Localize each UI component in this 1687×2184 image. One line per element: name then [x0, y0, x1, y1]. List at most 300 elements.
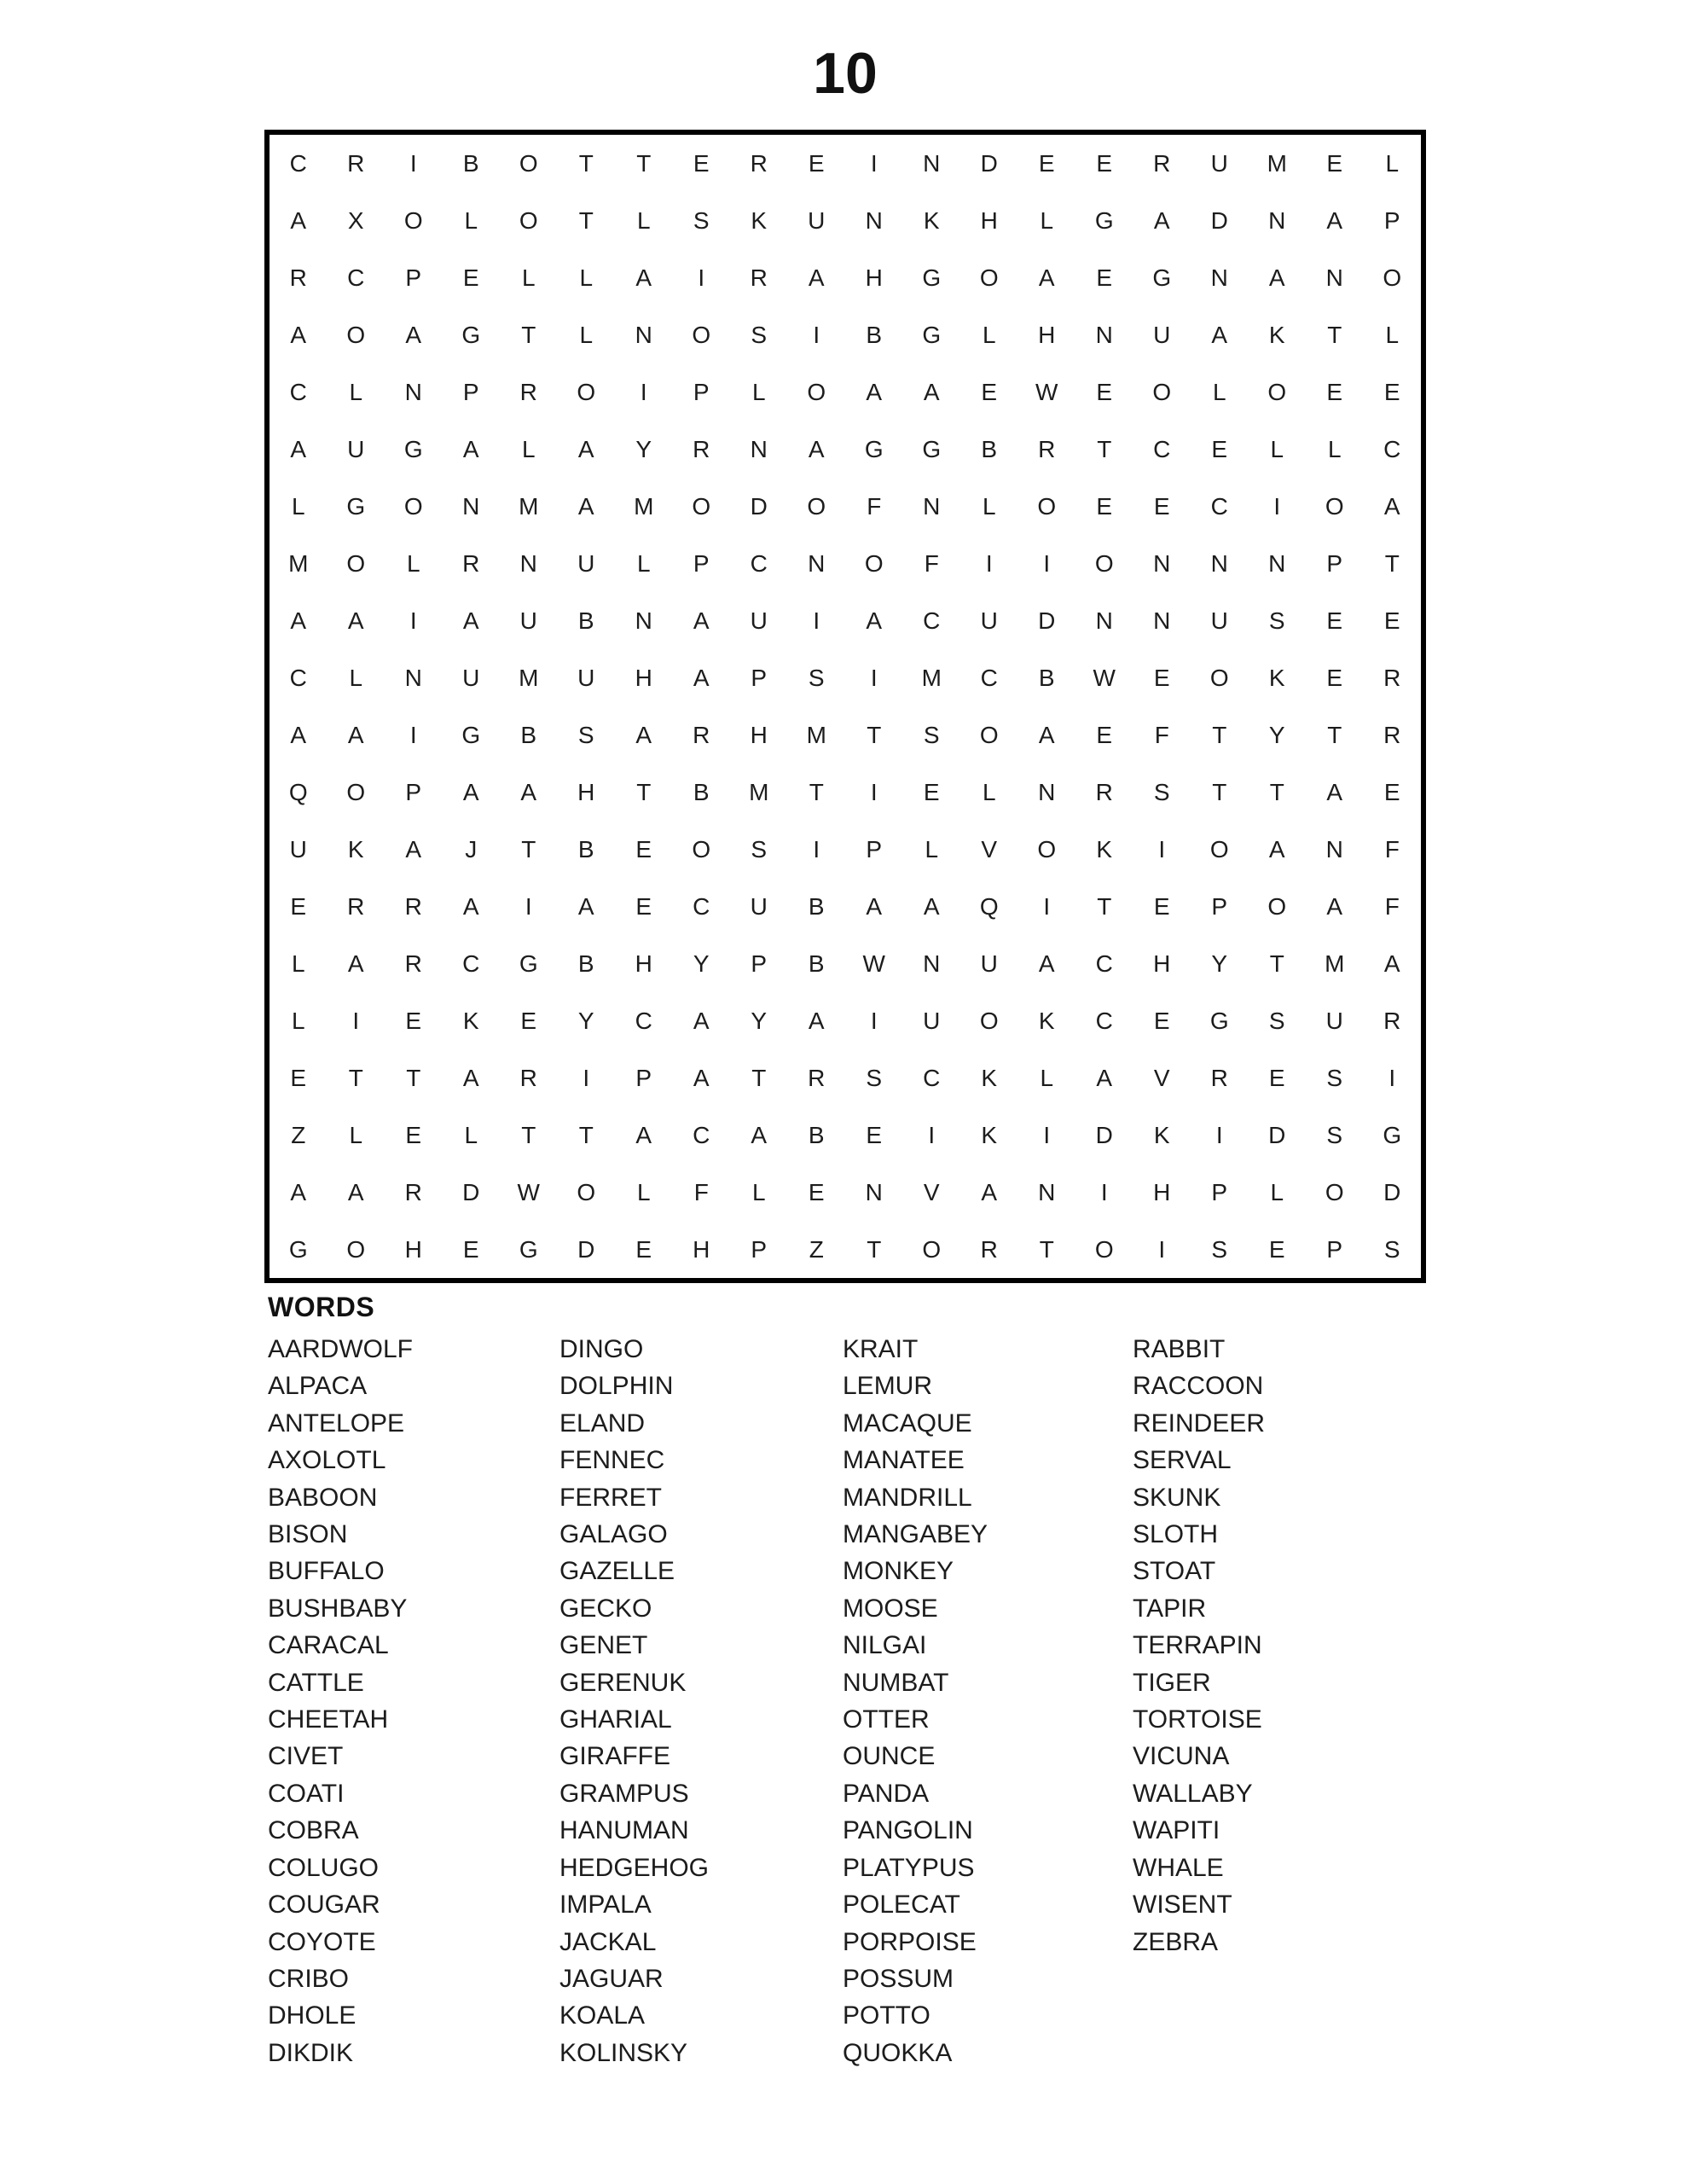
grid-letter: E [462, 264, 479, 291]
grid-letter: G [1152, 264, 1172, 291]
grid-letter: R [404, 892, 422, 920]
grid-letter: E [981, 378, 998, 405]
grid-letter: C [1210, 492, 1228, 520]
grid-letter: I [352, 1007, 360, 1034]
grid-letter: D [1210, 206, 1228, 234]
grid-letter: A [462, 607, 479, 634]
word-item: MANDRILL [843, 1483, 972, 1512]
grid-letter: U [750, 607, 768, 634]
grid-letter: E [1211, 435, 1228, 462]
word-item: GALAGO [559, 1520, 668, 1549]
grid-letter: O [979, 264, 999, 291]
grid-letter: O [519, 149, 538, 177]
word-item: MANATEE [843, 1446, 965, 1475]
grid-letter: C [289, 149, 307, 177]
grid-letter: U [577, 664, 595, 691]
grid-letter: A [1096, 1064, 1113, 1091]
grid-letter: I [698, 264, 705, 291]
word-item: TORTOISE [1133, 1705, 1262, 1734]
word-column [843, 1331, 988, 2071]
grid-letter: O [979, 721, 999, 748]
grid-letter: O [1209, 835, 1229, 863]
grid-letter: T [636, 778, 652, 805]
word-item: QUOKKA [843, 2038, 953, 2067]
grid-letter: N [1095, 607, 1113, 634]
grid-letter: N [404, 664, 422, 691]
grid-letter: S [923, 721, 940, 748]
word-item: SLOTH [1133, 1520, 1219, 1549]
grid-letter: C [693, 892, 710, 920]
grid-letter: T [521, 835, 536, 863]
word-item: BUSHBABY [268, 1594, 408, 1623]
grid-letter: R [1095, 778, 1113, 805]
grid-letter: R [808, 1064, 826, 1091]
word-item: GECKO [559, 1594, 652, 1623]
grid-letter: S [1326, 1121, 1343, 1148]
word-item: OUNCE [843, 1742, 936, 1771]
grid-letter: T [751, 1064, 767, 1091]
grid-letter: Q [979, 892, 999, 920]
grid-letter: A [347, 721, 364, 748]
grid-letter: H [577, 778, 595, 805]
grid-letter: T [348, 1064, 363, 1091]
grid-letter: A [290, 435, 307, 462]
grid-letter: H [1153, 950, 1171, 977]
grid-letter: L [291, 950, 305, 977]
grid-letter: R [347, 149, 365, 177]
grid-letter: B [808, 950, 825, 977]
grid-letter: I [409, 149, 417, 177]
grid-letter: I [1043, 1121, 1051, 1148]
grid-letter: A [347, 1178, 364, 1205]
grid-letter: M [1267, 149, 1287, 177]
grid-letter: H [1038, 321, 1056, 348]
word-item: DHOLE [268, 2001, 357, 2030]
grid-letter: P [1211, 892, 1228, 920]
word-item: CARACAL [268, 1631, 389, 1660]
grid-letter: K [1038, 1007, 1055, 1034]
grid-letter: U [1210, 149, 1228, 177]
grid-letter: I [928, 1121, 936, 1148]
grid-letter: G [1094, 206, 1114, 234]
grid-letter: T [1097, 892, 1112, 920]
grid-letter: P [635, 1064, 652, 1091]
grid-letter: M [288, 549, 309, 577]
grid-letter: R [519, 378, 537, 405]
grid-letter: L [349, 1121, 363, 1148]
grid-letter: T [1097, 435, 1112, 462]
grid-letter: N [1153, 607, 1171, 634]
grid-letter: L [982, 321, 996, 348]
grid-letter: A [635, 721, 652, 748]
word-column [559, 1331, 709, 2071]
grid-letter: E [1326, 378, 1343, 405]
grid-letter: D [1268, 1121, 1286, 1148]
grid-letter: D [980, 149, 998, 177]
grid-letter: L [1385, 321, 1400, 348]
grid-letter: E [635, 1235, 652, 1263]
grid-letter: B [462, 149, 479, 177]
grid-letter: F [1384, 892, 1400, 920]
grid-letter: C [923, 1064, 941, 1091]
grid-letter: B [577, 835, 594, 863]
grid-letter: S [1326, 1064, 1343, 1091]
grid-letter: O [346, 1235, 366, 1263]
grid-letter: C [1095, 1007, 1113, 1034]
grid-letter: H [865, 264, 883, 291]
grid-letter: O [979, 1007, 999, 1034]
grid-letter: T [1384, 549, 1400, 577]
grid-letter: I [1158, 1235, 1166, 1263]
grid-letter: U [980, 607, 998, 634]
word-list-title: WORDS [268, 1292, 375, 1322]
grid-letter: T [406, 1064, 421, 1091]
word-item: HEDGEHOG [559, 1853, 710, 1882]
grid-letter: G [519, 950, 538, 977]
grid-letter: F [693, 1178, 709, 1205]
word-item: WHALE [1133, 1853, 1224, 1882]
word-item: MOOSE [843, 1594, 938, 1623]
grid-letter: K [347, 835, 364, 863]
grid-letter: T [521, 321, 536, 348]
grid-letter: E [635, 892, 652, 920]
grid-letter: L [751, 1178, 766, 1205]
grid-letter: Y [751, 1007, 768, 1034]
word-item: GRAMPUS [559, 1779, 689, 1808]
grid-letter: A [693, 1007, 710, 1034]
grid-letter: A [347, 607, 364, 634]
grid-letter: I [1215, 1121, 1223, 1148]
grid-letter: T [867, 1235, 882, 1263]
grid-letter: E [462, 1235, 479, 1263]
word-item: FERRET [559, 1483, 662, 1512]
grid-letter: B [1038, 664, 1055, 691]
grid-letter: S [866, 1064, 883, 1091]
grid-letter: I [870, 664, 878, 691]
grid-letter: U [519, 607, 537, 634]
grid-letter: E [808, 1178, 825, 1205]
grid-letter: P [751, 950, 768, 977]
word-item: WAPITI [1133, 1816, 1220, 1845]
word-item: MANGABEY [843, 1520, 988, 1549]
grid-letter: I [583, 1064, 590, 1091]
grid-letter: U [1153, 321, 1171, 348]
grid-letter: A [1383, 492, 1400, 520]
grid-letter: N [923, 492, 941, 520]
word-item: TIGER [1133, 1668, 1211, 1697]
grid-letter: N [1095, 321, 1113, 348]
word-item: CRIBO [268, 1964, 350, 1993]
grid-letter: A [462, 1064, 479, 1091]
grid-letter: O [577, 1178, 596, 1205]
grid-letter: K [1096, 835, 1113, 863]
grid-letter: I [1043, 892, 1051, 920]
grid-letter: C [1383, 435, 1401, 462]
grid-letter: W [1035, 378, 1058, 405]
grid-letter: P [1211, 1178, 1228, 1205]
grid-letter: U [577, 549, 595, 577]
grid-letter: G [922, 321, 942, 348]
grid-letter: S [808, 664, 825, 691]
word-column [268, 1331, 413, 2071]
grid-letter: K [981, 1064, 998, 1091]
grid-letter: U [980, 950, 998, 977]
grid-letter: L [579, 321, 594, 348]
grid-letter: C [923, 607, 941, 634]
grid-letter: O [692, 321, 711, 348]
word-item: NILGAI [843, 1631, 927, 1660]
grid-letter: L [1040, 206, 1054, 234]
grid-letter: N [1153, 549, 1171, 577]
grid-letter: F [924, 549, 939, 577]
grid-letter: G [461, 721, 481, 748]
word-item: CATTLE [268, 1668, 364, 1697]
grid-letter: L [982, 778, 996, 805]
grid-letter: E [520, 1007, 537, 1034]
grid-letter: I [870, 778, 878, 805]
grid-letter: T [1212, 778, 1227, 805]
grid-letter: B [577, 607, 594, 634]
grid-letter: A [1326, 206, 1343, 234]
grid-letter: H [1153, 1178, 1171, 1205]
word-item: GENET [559, 1631, 648, 1660]
grid-letter: I [409, 607, 417, 634]
grid-letter: E [1326, 607, 1343, 634]
grid-letter: O [346, 549, 366, 577]
grid-letter: E [1383, 607, 1400, 634]
word-item: CIVET [268, 1742, 344, 1771]
grid-letter: M [921, 664, 942, 691]
word-item: FENNEC [559, 1446, 665, 1475]
grid-letter: B [577, 950, 594, 977]
grid-letter: A [808, 435, 825, 462]
word-item: POSSUM [843, 1964, 954, 1993]
grid-letter: G [1383, 1121, 1402, 1148]
grid-letter: U [808, 206, 826, 234]
grid-letter: A [751, 1121, 768, 1148]
grid-letter: O [577, 378, 596, 405]
word-item: STOAT [1133, 1557, 1216, 1586]
word-item: COLUGO [268, 1853, 380, 1882]
grid-letter: M [634, 492, 654, 520]
grid-letter: U [1325, 1007, 1343, 1034]
grid-letter: E [290, 1064, 307, 1091]
grid-letter: A [577, 492, 594, 520]
grid-letter: V [1153, 1064, 1170, 1091]
grid-letter: U [347, 435, 365, 462]
grid-letter: E [693, 149, 710, 177]
word-item: SERVAL [1133, 1446, 1232, 1475]
word-item: TAPIR [1133, 1594, 1207, 1623]
grid-letter: I [813, 835, 820, 863]
grid-letter: L [349, 664, 363, 691]
grid-letter: A [1268, 264, 1285, 291]
word-item: TERRAPIN [1133, 1631, 1262, 1660]
grid-letter: Z [809, 1235, 824, 1263]
grid-letter: C [347, 264, 365, 291]
word-item: BUFFALO [268, 1557, 385, 1586]
word-item: BABOON [268, 1483, 378, 1512]
word-item: ZEBRA [1133, 1927, 1219, 1956]
grid-letter: A [1038, 721, 1055, 748]
grid-letter: N [1325, 264, 1343, 291]
grid-letter: A [577, 892, 594, 920]
grid-letter: T [521, 1121, 536, 1148]
grid-letter: G [288, 1235, 308, 1263]
grid-letter: N [1210, 549, 1228, 577]
word-item: DOLPHIN [559, 1372, 674, 1401]
grid-letter: O [403, 492, 423, 520]
word-item: WALLABY [1133, 1779, 1253, 1808]
grid-letter: R [1210, 1064, 1228, 1091]
grid-letter: G [1209, 1007, 1229, 1034]
word-item: ELAND [559, 1409, 646, 1438]
grid-letter: E [866, 1121, 883, 1148]
grid-letter: R [462, 549, 480, 577]
grid-letter: R [1153, 149, 1171, 177]
word-item: RACCOON [1133, 1372, 1264, 1401]
word-item: POLECAT [843, 1891, 960, 1920]
grid-letter: N [519, 549, 537, 577]
grid-letter: R [693, 721, 710, 748]
grid-letter: T [1039, 1235, 1054, 1263]
grid-letter: R [980, 1235, 998, 1263]
grid-letter: A [520, 778, 537, 805]
word-search-grid [264, 130, 1426, 1283]
grid-letter: Y [1268, 721, 1285, 748]
grid-letter: N [750, 435, 768, 462]
grid-letter: G [461, 321, 481, 348]
grid-letter: G [346, 492, 366, 520]
word-item: ANTELOPE [268, 1409, 405, 1438]
grid-letter: M [806, 721, 826, 748]
grid-letter: N [635, 321, 652, 348]
grid-letter: N [1268, 549, 1286, 577]
grid-letter: S [751, 321, 768, 348]
grid-letter: O [807, 492, 826, 520]
grid-letter: R [1038, 435, 1056, 462]
grid-letter: N [808, 549, 826, 577]
grid-letter: T [867, 721, 882, 748]
grid-letter: I [409, 721, 417, 748]
grid-letter: O [403, 206, 423, 234]
grid-letter: O [346, 321, 366, 348]
grid-letter: E [1383, 378, 1400, 405]
grid-letter: C [635, 1007, 652, 1034]
grid-letter: G [864, 435, 884, 462]
grid-letter: C [462, 950, 480, 977]
grid-letter: E [1326, 664, 1343, 691]
word-item: DIKDIK [268, 2038, 354, 2067]
grid-letter: A [1211, 321, 1228, 348]
word-item: GIRAFFE [559, 1742, 671, 1771]
grid-letter: R [1383, 664, 1401, 691]
grid-letter: P [693, 549, 710, 577]
grid-letter: A [290, 607, 307, 634]
grid-letter: G [519, 1235, 538, 1263]
grid-letter: L [1270, 1178, 1284, 1205]
grid-letter: U [1210, 607, 1228, 634]
word-item: COYOTE [268, 1927, 376, 1956]
grid-letter: A [981, 1178, 998, 1205]
grid-letter: D [1095, 1121, 1113, 1148]
grid-letter: F [1154, 721, 1169, 748]
grid-letter: L [751, 378, 766, 405]
grid-letter: R [750, 264, 768, 291]
grid-letter: I [1158, 835, 1166, 863]
grid-letter: Z [291, 1121, 306, 1148]
grid-letter: M [519, 664, 539, 691]
grid-letter: A [290, 1178, 307, 1205]
grid-letter: H [635, 664, 652, 691]
grid-letter: H [980, 206, 998, 234]
grid-letter: R [693, 435, 710, 462]
word-item: IMPALA [559, 1891, 652, 1920]
grid-letter: Y [693, 950, 710, 977]
grid-letter: A [462, 435, 479, 462]
word-item: CHEETAH [268, 1705, 389, 1734]
grid-letter: Y [635, 435, 652, 462]
grid-letter: L [464, 206, 478, 234]
grid-letter: U [923, 1007, 941, 1034]
grid-letter: O [864, 549, 884, 577]
grid-letter: L [579, 264, 594, 291]
grid-letter: O [519, 206, 538, 234]
word-list-section [264, 1292, 1510, 2094]
grid-letter: V [923, 1178, 940, 1205]
grid-letter: L [982, 492, 996, 520]
grid-letter: C [750, 549, 768, 577]
grid-letter: O [1383, 264, 1402, 291]
grid-letter: E [635, 835, 652, 863]
grid-letter: O [1267, 378, 1287, 405]
grid-letter: E [405, 1007, 422, 1034]
grid-letter: L [406, 549, 420, 577]
grid-letter: E [923, 778, 940, 805]
grid-letter: K [462, 1007, 479, 1034]
grid-letter: L [291, 492, 305, 520]
grid-letter: G [922, 264, 942, 291]
grid-letter: L [464, 1121, 478, 1148]
word-item: DINGO [559, 1335, 644, 1363]
word-item: COBRA [268, 1816, 359, 1845]
grid-letter: L [636, 1178, 651, 1205]
grid-letter: C [289, 378, 307, 405]
grid-letter: R [404, 1178, 422, 1205]
grid-letter: A [1268, 835, 1285, 863]
grid-letter: L [521, 435, 536, 462]
word-item: SKUNK [1133, 1483, 1221, 1512]
word-item: HANUMAN [559, 1816, 689, 1845]
grid-letter: A [693, 1064, 710, 1091]
grid-letter: S [1268, 607, 1285, 634]
grid-letter: E [290, 892, 307, 920]
grid-letter: N [865, 1178, 883, 1205]
word-item: VICUNA [1133, 1742, 1230, 1771]
grid-letter: E [1096, 149, 1113, 177]
word-item: MACAQUE [843, 1409, 972, 1438]
grid-letter: K [751, 206, 768, 234]
grid-letter: E [1096, 264, 1113, 291]
grid-letter: O [1037, 835, 1057, 863]
word-item: COATI [268, 1779, 345, 1808]
grid-letter: A [693, 664, 710, 691]
grid-letter: R [404, 950, 422, 977]
grid-letter: R [1383, 721, 1401, 748]
grid-letter: S [1211, 1235, 1228, 1263]
grid-letter: S [577, 721, 594, 748]
grid-letter: E [1038, 149, 1055, 177]
